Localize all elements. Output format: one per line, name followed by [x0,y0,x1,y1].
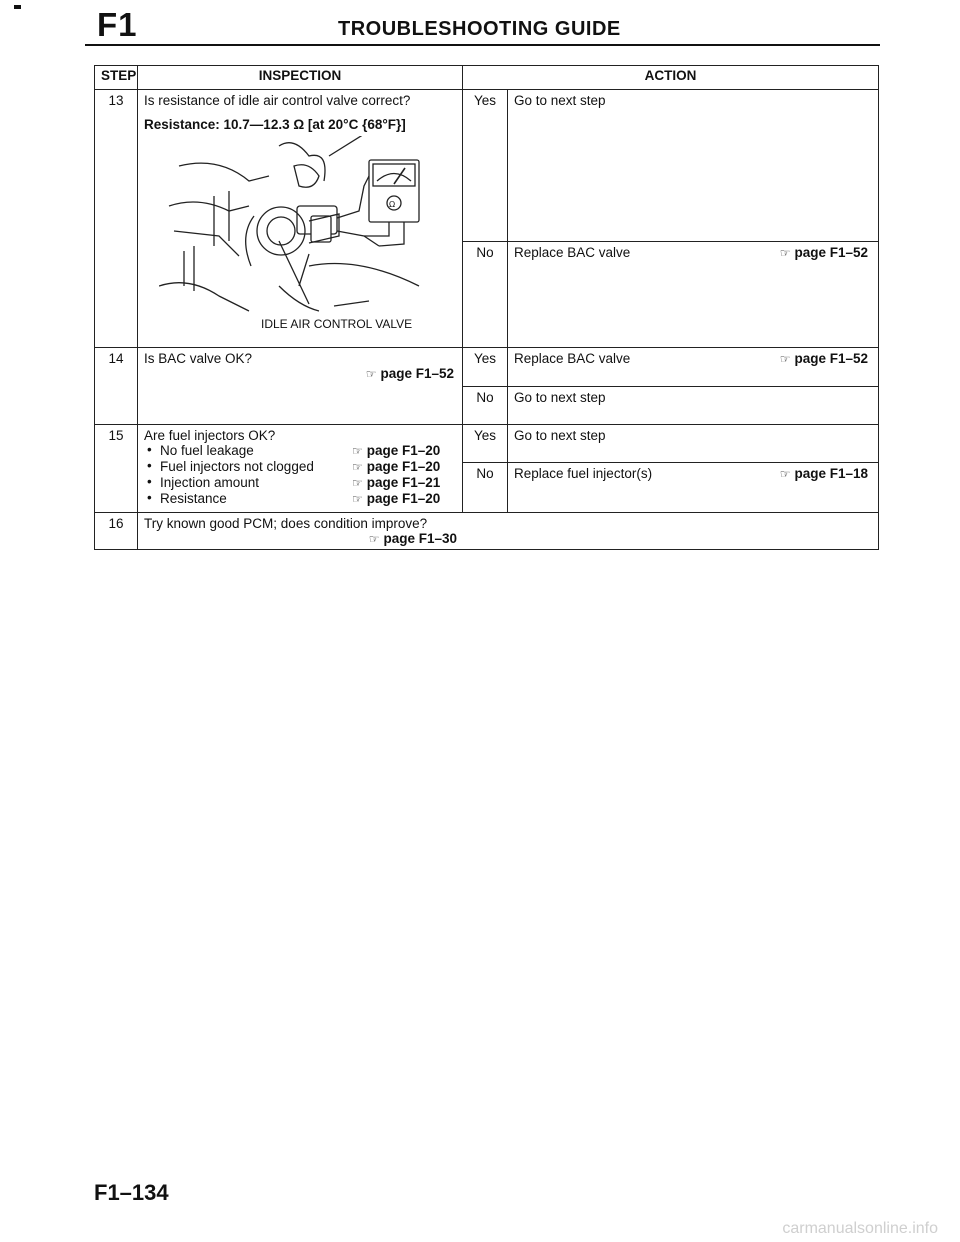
list-item: • Resistance ☞ page F1–20 [144,491,456,507]
column-header-action: ACTION [463,66,879,90]
table-row [95,348,879,387]
action-cell [508,463,879,513]
answer-yes: Yes [463,425,508,463]
action-cell [508,425,879,463]
page-reference: ☞ page F1–20 [352,459,441,474]
page-reference: ☞ page F1–52 [779,351,868,366]
valve-illustration [159,136,459,321]
inspection-cell [138,348,463,425]
pointing-hand-icon: ☞ [779,467,791,481]
watermark: carmanualsonline.info [782,1220,938,1237]
pointing-hand-icon: ☞ [352,460,363,474]
action-cell [508,242,879,348]
inspection-text: Is resistance of idle air control valve correct? [144,93,411,108]
page-reference: ☞ page F1–52 [365,366,454,381]
answer-no: No [463,463,508,513]
step-number: 15 [95,425,138,513]
section-code: F1 [97,6,138,43]
table-row [95,513,879,550]
table-row [95,90,879,242]
answer-yes: Yes [463,348,508,387]
step-number: 14 [95,348,138,425]
pointing-hand-icon: ☞ [352,444,363,458]
page-reference: ☞ page F1–18 [779,466,868,481]
figure-label: IDLE AIR CONTROL VALVE [261,317,413,331]
svg-text:Ω: Ω [388,200,396,209]
page-number: F1–134 [94,1180,169,1205]
inspection-cell [138,513,879,550]
pointing-hand-icon: ☞ [368,532,380,546]
page-reference: ☞ page F1–52 [779,245,868,260]
inspection-cell [138,90,463,348]
pointing-hand-icon: ☞ [365,367,377,381]
pointing-hand-icon: ☞ [352,476,363,490]
check-list [144,443,456,507]
action-text: Replace BAC valve [514,245,631,260]
list-item: • Fuel injectors not clogged ☞ page F1–20 [144,459,456,475]
answer-yes: Yes [463,90,508,242]
page-reference: ☞ page F1–20 [352,443,441,458]
list-item: • Injection amount ☞ page F1–21 [144,475,456,491]
pointing-hand-icon: ☞ [352,492,363,506]
list-item: • No fuel leakage ☞ page F1–20 [144,443,456,459]
inspection-cell [138,425,463,513]
step-number: 13 [95,90,138,348]
table-header-row [95,66,879,90]
action-text: Go to next step [514,390,606,405]
table-row [95,425,879,463]
page-title: TROUBLESHOOTING GUIDE [338,18,621,40]
action-cell [508,348,879,387]
troubleshooting-table [94,65,879,550]
page-reference: ☞ page F1–20 [352,491,441,506]
resistance-spec: Resistance: 10.7—12.3 Ω [at 20°C {68°F}] [144,117,406,132]
action-cell [508,387,879,425]
pointing-hand-icon: ☞ [779,352,791,366]
header-rule [85,44,880,46]
step-number: 16 [95,513,138,550]
action-cell [508,90,879,242]
action-text: Replace fuel injector(s) [514,466,653,481]
action-text: Go to next step [514,428,606,443]
action-text: Replace BAC valve [514,351,631,366]
corner-mark [14,5,21,9]
pointing-hand-icon: ☞ [779,246,791,260]
answer-no: No [463,387,508,425]
page-reference: ☞ page F1–30 [368,531,457,546]
page-reference: ☞ page F1–21 [352,475,441,490]
column-header-step: STEP [95,66,138,90]
action-text: Go to next step [514,93,606,108]
page-header [85,6,880,46]
inspection-text: Is BAC valve OK? [144,351,253,366]
answer-no: No [463,242,508,348]
inspection-text: Are fuel injectors OK? [144,428,276,443]
idle-air-control-valve-figure [159,136,459,336]
column-header-inspection: INSPECTION [138,66,463,90]
inspection-text: Try known good PCM; does condition improve? [144,516,428,531]
